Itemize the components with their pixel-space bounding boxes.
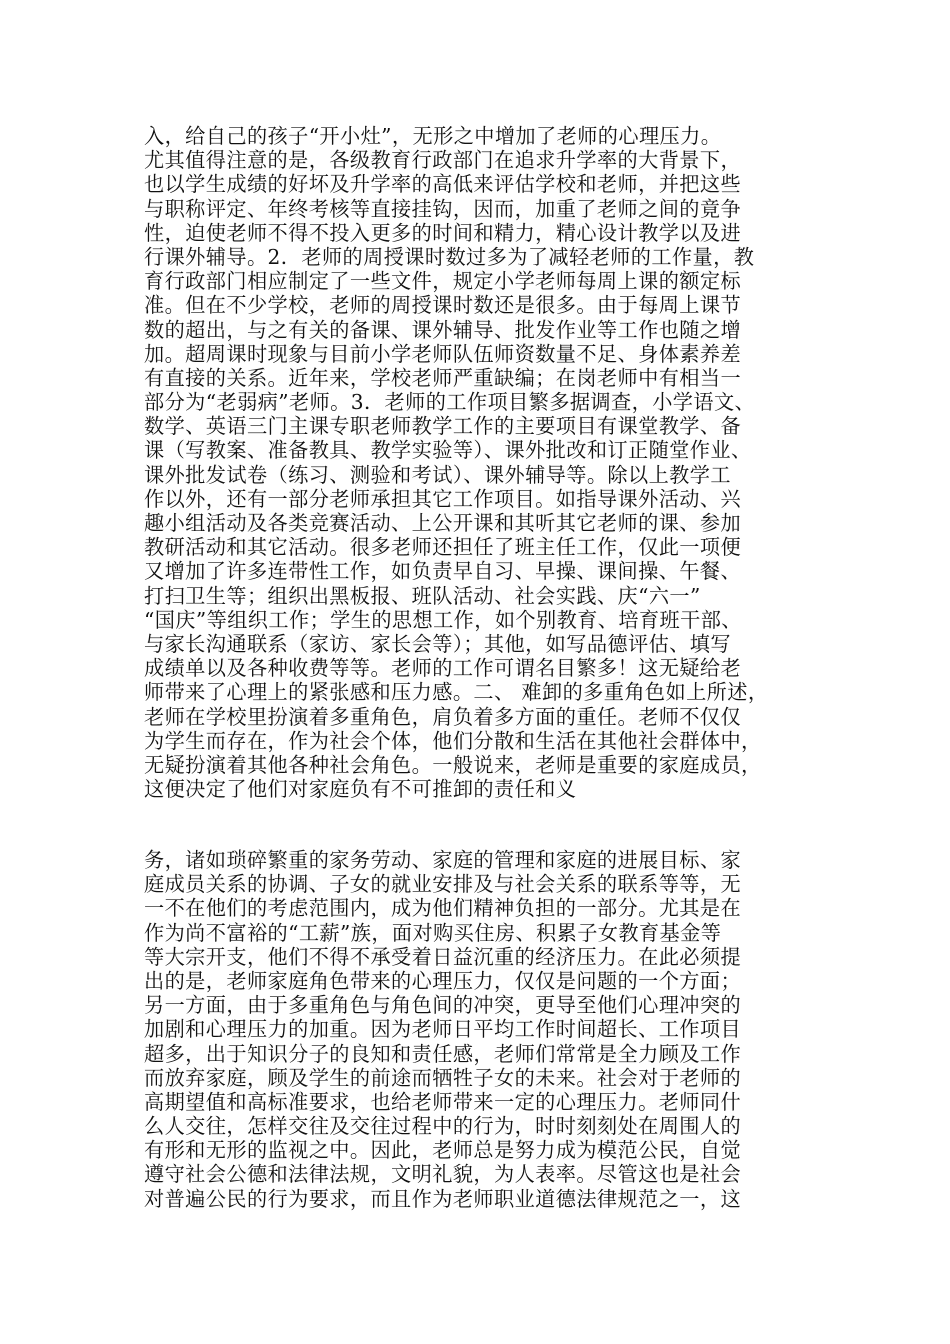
text-line: 有直接的关系。近年来，学校老师严重缺编；在岗老师中有相当一 (144, 365, 742, 390)
text-line: 入，给自己的孩子“开小灶”，无形之中增加了老师的心理压力。 (144, 124, 722, 148)
text-line: 无疑扮演着其他各种社会角色。一般说来，老师是重要的家庭成员， (144, 752, 762, 777)
text-line: 数的超出，与之有关的备课、课外辅导、批发作业等工作也随之增 (144, 317, 742, 342)
text-line: 也以学生成绩的好坏及升学率的高低来评估学校和老师，并把这些 (144, 172, 742, 197)
text-line: 育行政部门相应制定了一些文件，规定小学老师每周上课的额定标 (144, 269, 742, 294)
text-line: 务，诸如琐碎繁重的家务劳动、家庭的管理和家庭的进展目标、家 (144, 848, 742, 872)
text-line: 加。超周课时现象与目前小学老师队伍师资数量不足、身体素养差 (144, 341, 742, 366)
text-line: 性，迫使老师不得不投入更多的时间和精力，精心设计教学以及进 (144, 220, 742, 245)
text-line: 高期望值和高标准要求，也给老师带来一定的心理压力。老师同什 (144, 1089, 742, 1114)
text-line: 作为尚不富裕的“工薪”族，面对购买住房、积累子女教育基金等 (144, 920, 722, 945)
text-line: 么人交往，怎样交往及交往过程中的行为，时时刻刻处在周围人的 (144, 1114, 742, 1139)
text-line: 与家长沟通联系（家访、家长会等）；其他，如写品德评估、填写 (144, 631, 731, 656)
text-line: “国庆”等组织工作；学生的思想工作，如个别教育、培育班干部、 (144, 607, 742, 632)
text-line: 为学生而存在，作为社会个体，他们分散和生活在其他社会群体中， (144, 728, 762, 753)
text-line: 打扫卫生等；组织出黑板报、班队活动、社会实践、庆“六一” (144, 583, 701, 608)
text-line: 师带来了心理上的紧张感和压力感。二、 难卸的多重角色如上所述， (144, 680, 769, 705)
text-line: 又增加了许多连带性工作，如负责早自习、早操、课间操、午餐、 (144, 559, 742, 584)
paragraph-block-1 (144, 124, 814, 801)
text-line: 另一方面，由于多重角色与角色间的冲突，更导至他们心理冲突的 (144, 993, 742, 1018)
text-line: 庭成员关系的协调、子女的就业安排及与社会关系的联系等等，无 (144, 872, 742, 897)
text-line: 趣小组活动及各类竞赛活动、上公开课和其听其它老师的课、参加 (144, 511, 742, 535)
text-line: 课（写教案、准备教具、教学实验等）、课外批改和订正随堂作业、 (144, 438, 752, 463)
text-line: 老师在学校里扮演着多重角色，肩负着多方面的重任。老师不仅仅 (144, 704, 742, 729)
text-line: 加剧和心理压力的加重。因为老师日平均工作时间超长、工作项目 (144, 1017, 742, 1042)
text-line: 准。但在不少学校，老师的周授课时数还是很多。由于每周上课节 (144, 293, 742, 318)
text-line: 课外批发试卷（练习、测验和考试）、课外辅导等。除以上教学工 (144, 462, 731, 487)
text-line: 对普遍公民的行为要求，而且作为老师职业道德法律规范之一，这 (144, 1186, 742, 1211)
text-line: 部分为“老弱病”老师。3．老师的工作项目繁多据调查，小学语文、 (144, 390, 756, 415)
text-line: 遵守社会公德和法律法规，文明礼貌，为人表率。尽管这也是社会 (144, 1162, 742, 1187)
text-line: 一不在他们的考虑范围内，成为他们精神负担的一部分。尤其是在 (144, 896, 742, 921)
text-line: 数学、英语三门主课专职老师教学工作的主要项目有课堂教学、备 (144, 414, 742, 439)
text-line: 而放弃家庭，顾及学生的前途而牺牲子女的未来。社会对于老师的 (144, 1065, 742, 1090)
text-line: 教研活动和其它活动。很多老师还担任了班主任工作，仅此一项便 (144, 535, 742, 560)
text-line: 与职称评定、年终考核等直接挂钩，因而，加重了老师之间的竟争 (144, 196, 742, 221)
paragraph-block-2 (144, 848, 814, 1211)
text-line: 出的是，老师家庭角色带来的心理压力，仅仅是问题的一个方面； (144, 968, 742, 993)
text-line: 这便决定了他们对家庭负有不可推卸的责任和义 (144, 777, 577, 802)
text-line: 超多，出于知识分子的良知和责任感，老师们常常是全力顾及工作 (144, 1041, 742, 1066)
text-line: 作以外，还有一部分老师承担其它工作项目。如指导课外活动、兴 (144, 486, 742, 511)
text-line: 行课外辅导。2．老师的周授课时数过多为了减轻老师的工作量，教 (144, 244, 755, 269)
text-line: 尤其值得注意的是，各级教育行政部门在追求升学率的大背景下， (144, 148, 742, 173)
text-line: 有形和无形的监视之中。因此，老师总是努力成为模范公民，自觉 (144, 1138, 742, 1163)
text-line: 等大宗开支，他们不得不承受着日益沉重的经济压力。在此必须提 (144, 944, 742, 969)
text-line: 成绩单以及各种收费等等。老师的工作可谓名目繁多！这无疑给老 (144, 656, 742, 681)
